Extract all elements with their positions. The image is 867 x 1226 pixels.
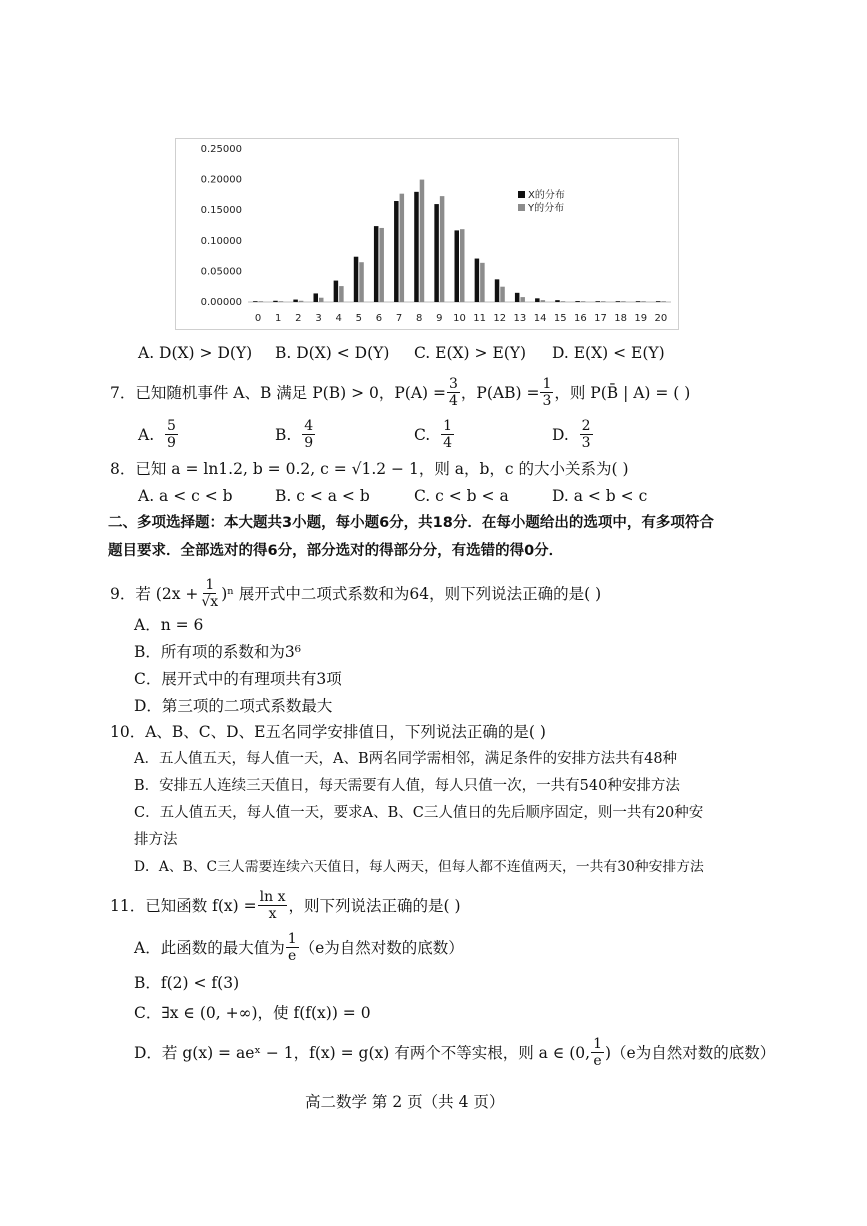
bar-y-6 [379, 228, 384, 302]
bar-y-15 [561, 301, 566, 302]
q7-option-b-fraction [302, 418, 315, 451]
bar-x-17 [596, 301, 601, 302]
y-tick-label: 0.10000 [200, 235, 242, 247]
q9-prefix: 9．若 (2x + [110, 584, 199, 603]
bar-y-19 [641, 301, 646, 302]
q7-pa-num: 3 [448, 376, 458, 392]
q9-frac-den: √x [201, 594, 219, 610]
q10-option-a: A．五人值五天，每人值一天，A、B两名同学需相邻，满足条件的安排方法共有48种 [134, 751, 678, 767]
bar-x-0 [253, 301, 257, 302]
bar-x-3 [314, 293, 319, 302]
q7-option-a-label: A. [138, 425, 155, 444]
x-tick-label: 11 [473, 313, 487, 324]
q7-option-a-den: 9 [166, 435, 176, 451]
bar-x-4 [334, 281, 339, 302]
bar-y-10 [460, 229, 465, 302]
x-tick-label: 3 [315, 313, 322, 324]
bar-y-2 [299, 301, 304, 302]
q7-option-d-den: 3 [581, 435, 591, 451]
q10-stem: 10．A、B、C、D、E五名同学安排值日，下列说法正确的是( ) [110, 723, 546, 741]
x-tick-label: 0 [254, 313, 262, 324]
q11-option-a-prefix: A．此函数的最大值为 [134, 938, 285, 957]
x-tick-label: 10 [453, 313, 466, 324]
q8-option-d: D. a < b < c [552, 487, 648, 505]
q11-option-d [134, 1036, 775, 1069]
bar-y-5 [359, 262, 364, 302]
q11-option-a-fraction [286, 931, 299, 964]
bar-y-13 [520, 297, 525, 302]
bar-y-9 [440, 196, 445, 302]
q9-option-b: B．所有项的系数和为3⁶ [134, 643, 301, 661]
q7-option-b-den: 9 [304, 435, 314, 451]
q7-option-d-num: 2 [581, 418, 591, 434]
q11-option-d-fraction [591, 1036, 604, 1069]
bar-x-10 [455, 230, 460, 302]
x-tick-label: 5 [355, 313, 362, 324]
bar-x-19 [636, 301, 641, 302]
q7-pab-num: 1 [542, 376, 552, 392]
q10-option-c-line1: C．五人值五天，每人值一天，要求A、B、C三人值日的先后顺序固定，则一共有20种安 [134, 805, 704, 821]
q8-option-c: C. c < b < a [414, 487, 509, 505]
bar-x-13 [515, 293, 520, 302]
bar-y-3 [319, 298, 324, 302]
q11-option-a-den: e [288, 948, 297, 964]
x-tick-label: 7 [395, 313, 403, 324]
bar-y-7 [400, 194, 405, 302]
bar-x-1 [273, 301, 278, 302]
q7-option-a [138, 418, 179, 451]
bar-x-8 [414, 192, 419, 302]
legend-label-1: Y的分布 [528, 203, 565, 214]
q11-option-a-num: 1 [287, 931, 297, 947]
bar-y-20 [661, 301, 666, 302]
q10-option-c-line2: 排方法 [134, 832, 178, 848]
q7-option-a-fraction [165, 418, 178, 451]
x-tick-label: 9 [436, 313, 443, 324]
legend-swatch-0 [518, 191, 525, 198]
bar-x-6 [374, 226, 379, 302]
bar-y-4 [339, 286, 344, 302]
q7-option-d-label: D. [552, 425, 569, 444]
bar-y-14 [541, 300, 546, 302]
bar-y-1 [279, 301, 284, 302]
bar-x-11 [475, 259, 480, 302]
q9-option-a: A．n = 6 [134, 616, 204, 634]
q11-frac-num: ln x [259, 889, 286, 905]
q8-option-a: A. a < c < b [138, 487, 233, 505]
bar-x-2 [293, 300, 298, 302]
q11-stem [110, 889, 461, 922]
q8-stem: 8．已知 a = ln1.2, b = 0.2, c = √1.2 − 1，则 a，b，c 的大小关系为( ) [110, 460, 629, 478]
q7-option-c-num: 1 [443, 418, 453, 434]
bar-x-20 [656, 301, 661, 302]
q11-option-d-num: 1 [593, 1036, 602, 1052]
q7-suffix: ，则 P(B̄ | A) = ( ) [554, 383, 691, 402]
distribution-chart [175, 138, 679, 330]
q11-option-c: C．∃x ∈ (0, +∞)，使 f(f(x)) = 0 [134, 1004, 371, 1022]
page-footer: 高二数学 第 2 页（共 4 页） [305, 1093, 505, 1111]
q7-mid: ，P(AB) = [460, 383, 540, 402]
bar-x-18 [616, 301, 621, 302]
q6-option-b: B. D(X) < D(Y) [275, 344, 390, 362]
q11-option-a-suffix: （e为自然对数的底数） [299, 938, 464, 957]
q11-suffix: ，则下列说法正确的是( ) [288, 896, 461, 915]
q7-option-b-num: 4 [304, 418, 314, 434]
bar-x-5 [354, 257, 359, 302]
bar-x-12 [495, 279, 500, 302]
x-tick-label: 13 [513, 313, 527, 324]
q7-option-a-num: 5 [166, 418, 176, 434]
bar-x-9 [434, 204, 439, 302]
bar-y-18 [621, 301, 626, 302]
q11-option-d-den: e [593, 1053, 602, 1069]
q11-option-a [134, 931, 464, 964]
x-tick-label: 12 [493, 313, 507, 324]
q7-pa-den: 4 [448, 393, 458, 409]
q11-fraction [258, 889, 288, 922]
x-tick-label: 15 [553, 313, 567, 324]
q7-option-c-den: 4 [443, 435, 453, 451]
q11-prefix: 11．已知函数 f(x) = [110, 896, 257, 915]
q9-frac-num: 1 [205, 577, 215, 593]
y-tick-label: 0.00000 [200, 297, 242, 308]
q7-option-d-fraction [580, 418, 593, 451]
section2-line1: 二、多项选择题：本大题共3小题，每小题6分，共18分．在每小题给出的选项中，有多项符合 [108, 515, 714, 531]
bar-y-12 [500, 287, 505, 302]
x-tick-label: 20 [654, 313, 668, 324]
section2-line2: 题目要求．全部选对的得6分，部分选对的得部分分，有选错的得0分． [108, 543, 564, 559]
q9-option-d: D．第三项的二项式系数最大 [134, 697, 333, 715]
q10-option-d: D．A、B、C三人需要连续六天值日，每人两天，但每人都不连值两天，一共有30种安排方法 [134, 859, 704, 875]
q7-option-b-label: B. [275, 425, 292, 444]
bar-x-15 [555, 300, 560, 302]
q9-fraction [199, 577, 220, 610]
q6-option-d: D. E(X) < E(Y) [552, 344, 665, 362]
bar-x-16 [575, 301, 580, 302]
q7-stem [110, 376, 690, 409]
x-tick-label: 14 [533, 313, 547, 324]
bar-x-14 [535, 298, 540, 302]
bar-y-0 [259, 301, 264, 302]
q7-option-d [552, 418, 594, 451]
q7-option-c-fraction [441, 418, 454, 451]
bar-x-7 [394, 201, 399, 302]
x-tick-label: 2 [295, 313, 302, 324]
q11-option-b: B．f(2) < f(3) [134, 974, 240, 992]
bar-y-11 [480, 263, 485, 302]
x-tick-label: 6 [375, 313, 383, 324]
q11-frac-den: x [268, 906, 277, 922]
q8-option-b: B. c < a < b [275, 487, 370, 505]
q10-option-b: B．安排五人连续三天值日，每天需要有人值，每人只值一次，一共有540种安排方法 [134, 778, 680, 794]
x-tick-label: 17 [594, 313, 607, 324]
x-tick-label: 18 [614, 313, 628, 324]
y-tick-label: 0.15000 [200, 205, 242, 217]
bar-y-8 [420, 180, 425, 302]
x-tick-label: 1 [275, 313, 282, 324]
x-tick-label: 19 [634, 313, 648, 324]
chart-svg [176, 139, 678, 329]
q7-option-c [414, 418, 455, 451]
q11-option-d-suffix: )（e为自然对数的底数） [605, 1043, 776, 1062]
q9-suffix: )ⁿ 展开式中二项式系数和为64，则下列说法正确的是( ) [221, 584, 602, 603]
q7-option-c-label: C. [414, 425, 431, 444]
y-tick-label: 0.05000 [200, 266, 242, 278]
legend-swatch-1 [518, 204, 525, 211]
q7-pa-fraction [447, 376, 460, 409]
q7-option-b [275, 418, 316, 451]
q7-pab-fraction [540, 376, 553, 409]
q9-stem [110, 577, 601, 610]
q11-option-d-prefix: D．若 g(x) = aeˣ − 1，f(x) = g(x) 有两个不等实根，则 a ∈ (0, [134, 1043, 591, 1062]
x-tick-label: 16 [573, 313, 587, 324]
q6-option-a: A. D(X) > D(Y) [138, 344, 253, 362]
bar-y-16 [581, 301, 586, 302]
x-tick-label: 4 [335, 313, 342, 324]
q9-option-c: C．展开式中的有理项共有3项 [134, 670, 342, 688]
q7-prefix: 7．已知随机事件 A、B 满足 P(B) > 0，P(A) = [110, 383, 446, 402]
q6-option-c: C. E(X) > E(Y) [414, 344, 527, 362]
q7-pab-den: 3 [542, 393, 552, 409]
y-tick-label: 0.20000 [200, 174, 242, 186]
x-tick-label: 8 [416, 313, 423, 324]
bar-y-17 [601, 301, 606, 302]
legend-label-0: X的分布 [528, 190, 565, 201]
y-tick-label: 0.25000 [200, 144, 242, 155]
